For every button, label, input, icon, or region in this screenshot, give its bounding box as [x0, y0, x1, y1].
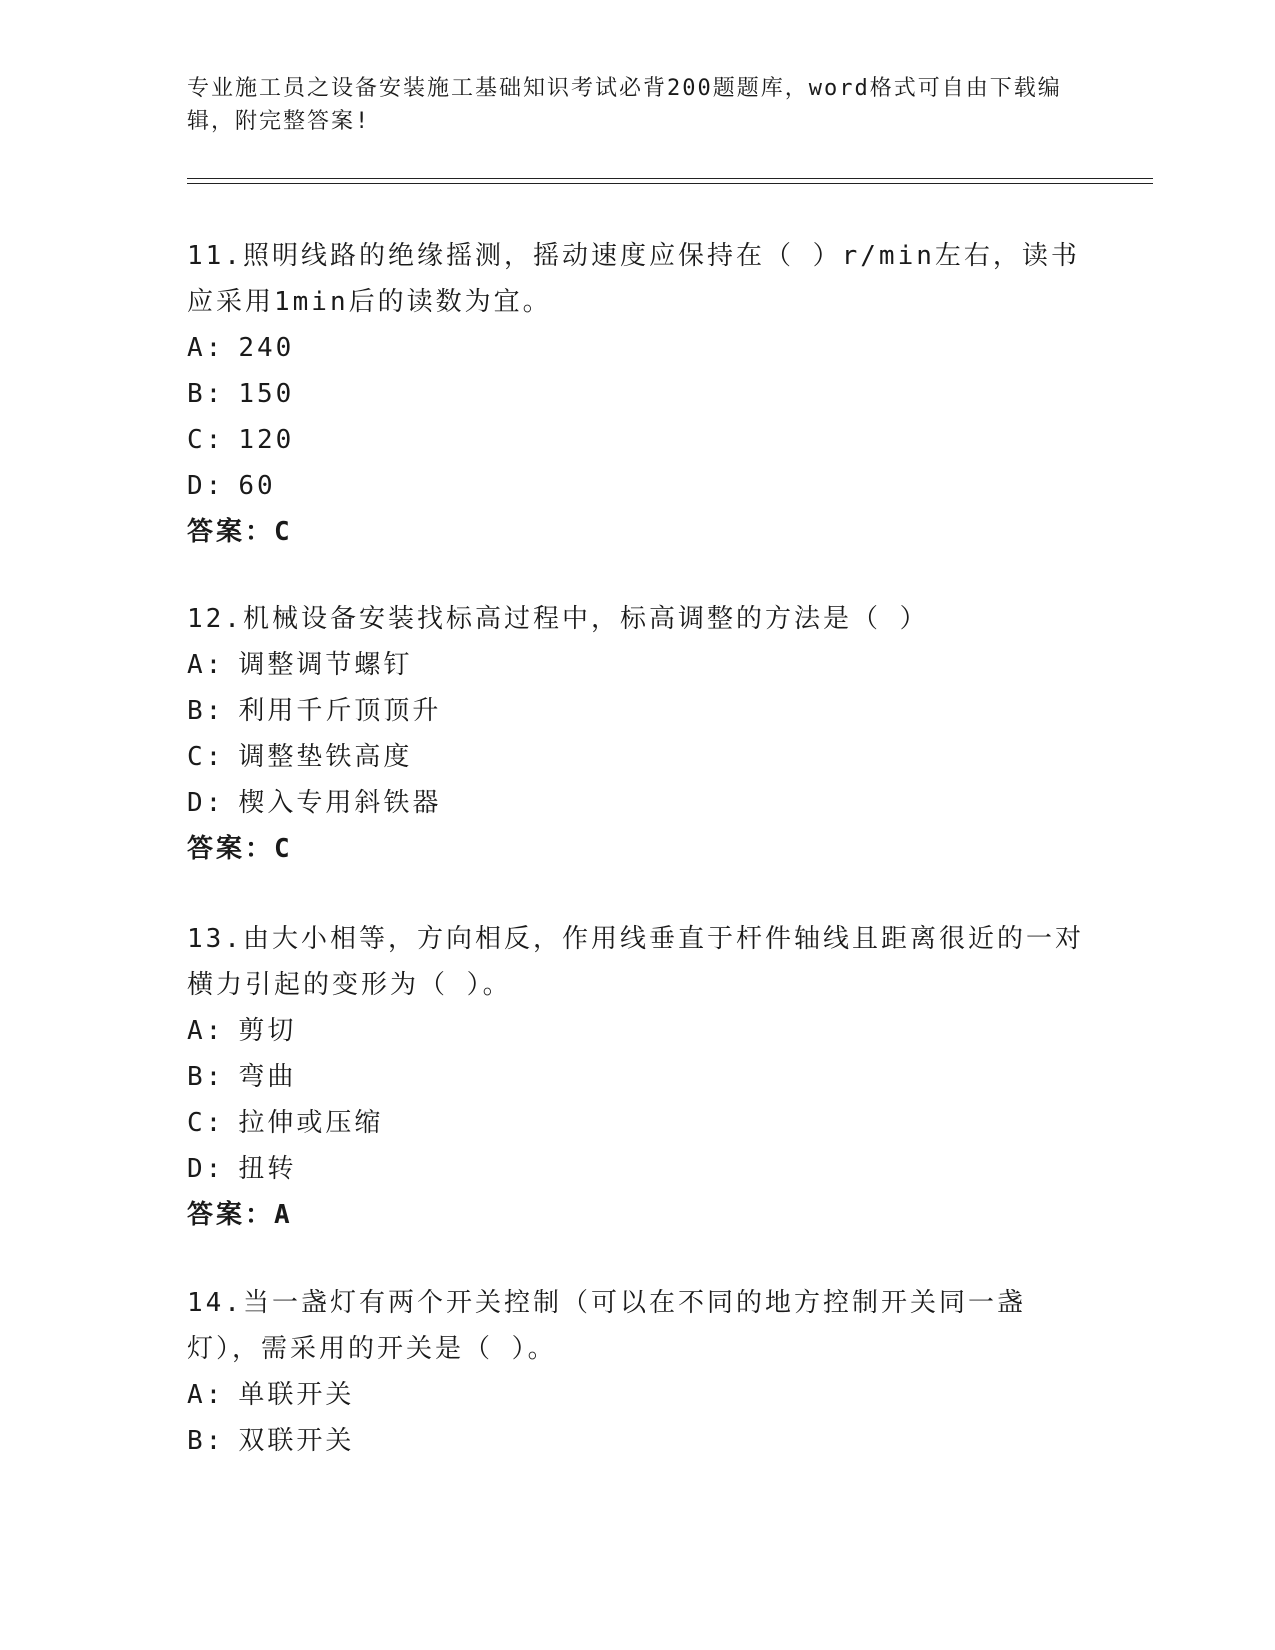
- option-letter: D:: [187, 471, 225, 501]
- answer-line: 答案：A: [187, 1200, 293, 1230]
- question-13: [187, 916, 1087, 1238]
- option-letter: D:: [187, 1154, 225, 1184]
- option-text: 楔入专用斜铁器: [238, 788, 442, 818]
- option-text: 60: [238, 471, 276, 501]
- option-d: [187, 463, 1087, 509]
- option-text: 扭转: [238, 1154, 297, 1184]
- question-11: [187, 233, 1087, 555]
- option-letter: B:: [187, 1062, 225, 1092]
- option-text: 剪切: [238, 1016, 297, 1046]
- option-letter: A:: [187, 333, 225, 363]
- answer-line: 答案：C: [187, 517, 293, 547]
- option-letter: B:: [187, 1426, 225, 1456]
- option-c: [187, 1100, 1087, 1146]
- option-d: [187, 1146, 1087, 1192]
- question-stem: 14.当一盏灯有两个开关控制（可以在不同的地方控制开关同一盏灯），需采用的开关是（ ）。: [187, 1288, 1026, 1364]
- question-stem: 11.照明线路的绝缘摇测，摇动速度应保持在（ ）r/min左右，读书应采用1min后的读数为宜。: [187, 241, 1080, 317]
- option-letter: A:: [187, 650, 225, 680]
- option-text: 利用千斤顶顶升: [238, 696, 442, 726]
- option-text: 双联开关: [238, 1426, 355, 1456]
- option-letter: C:: [187, 1108, 225, 1138]
- option-a: [187, 1372, 1087, 1418]
- option-b: [187, 371, 1087, 417]
- option-text: 单联开关: [238, 1380, 355, 1410]
- option-text: 240: [238, 333, 295, 363]
- option-a: [187, 1008, 1087, 1054]
- option-text: 调整垫铁高度: [238, 742, 413, 772]
- option-letter: D:: [187, 788, 225, 818]
- question-stem: 12.机械设备安装找标高过程中，标高调整的方法是（ ）: [187, 604, 929, 634]
- option-b: [187, 688, 1087, 734]
- option-text: 拉伸或压缩: [238, 1108, 384, 1138]
- option-letter: C:: [187, 425, 225, 455]
- option-letter: A:: [187, 1016, 225, 1046]
- header-divider-bottom: [187, 183, 1153, 184]
- option-text: 150: [238, 379, 295, 409]
- option-letter: C:: [187, 742, 225, 772]
- document-header: 专业施工员之设备安装施工基础知识考试必背200题题库，word格式可自由下载编辑，附完整答案!: [187, 76, 1062, 134]
- question-12: [187, 596, 1087, 872]
- option-text: 120: [238, 425, 295, 455]
- option-letter: B:: [187, 379, 225, 409]
- option-letter: B:: [187, 696, 225, 726]
- option-d: [187, 780, 1087, 826]
- option-text: 调整调节螺钉: [238, 650, 413, 680]
- question-14: [187, 1280, 1087, 1464]
- question-stem: 13.由大小相等，方向相反，作用线垂直于杆件轴线且距离很近的一对横力引起的变形为（ ）。: [187, 924, 1084, 1000]
- option-a: [187, 642, 1087, 688]
- option-b: [187, 1054, 1087, 1100]
- option-c: [187, 734, 1087, 780]
- option-c: [187, 417, 1087, 463]
- option-letter: A:: [187, 1380, 225, 1410]
- header-divider-top: [187, 178, 1153, 179]
- option-text: 弯曲: [238, 1062, 297, 1092]
- answer-line: 答案：C: [187, 834, 293, 864]
- option-a: [187, 325, 1087, 371]
- option-b: [187, 1418, 1087, 1464]
